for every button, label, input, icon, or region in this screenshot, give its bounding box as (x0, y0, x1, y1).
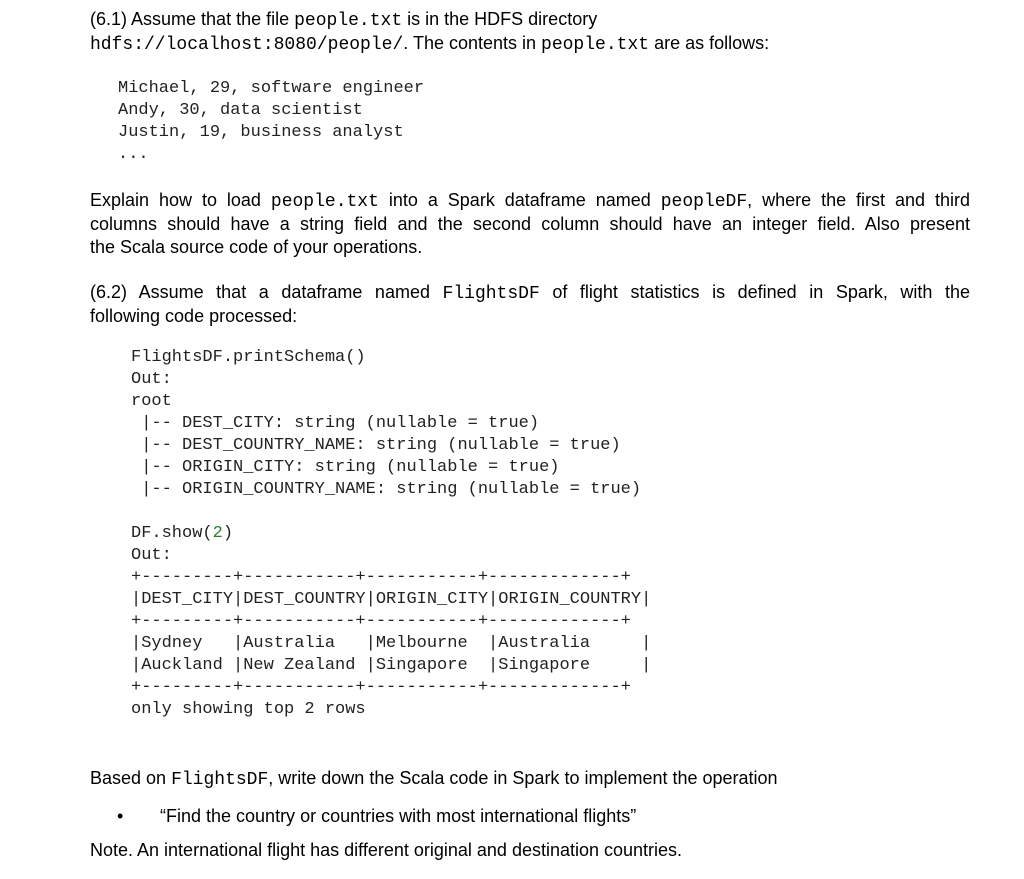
note-text: Note. An international flight has different original and destination countries. (90, 840, 683, 860)
q62-note (90, 838, 970, 862)
code-line: only showing top 2 rows (131, 700, 366, 719)
bullet-dot-icon: • (117, 806, 124, 826)
q61-explain-line2 (90, 212, 970, 236)
q61-hdfs-path: hdfs://localhost:8080/people/ (90, 35, 404, 55)
q61-file-name-2: people.txt (541, 35, 650, 55)
q61-file-name: people.txt (294, 11, 403, 31)
code-line: |-- DEST_COUNTRY_NAME: string (nullable = true) (131, 436, 621, 455)
q62-intro-part: (6.2) Assume that a dataframe named (90, 282, 443, 302)
q62-intro-part: following code processed: (90, 306, 298, 326)
code-line: Out: (131, 370, 172, 389)
based-part: , write down the Scala code in Spark to implement the operation (268, 768, 778, 788)
explain-part: columns should have a string field and the second column should have an integer field. Also present (90, 214, 970, 234)
file-line: Michael, 29, software engineer (118, 79, 425, 98)
table-header-row: |DEST_CITY|DEST_COUNTRY|ORIGIN_CITY|ORIGIN_COUNTRY| (131, 590, 652, 609)
code-line: root (131, 392, 172, 411)
q62-intro-line1 (90, 280, 970, 306)
bullet-text: “Find the country or countries with most international flights” (160, 806, 637, 826)
q62-intro-line2 (90, 304, 970, 328)
q62-bullet-text (160, 804, 960, 828)
table-border: +---------+-----------+-----------+-------------+ (131, 612, 631, 631)
file-line: Justin, 19, business analyst (118, 123, 404, 142)
q61-line1-suffix: is in the HDFS directory (402, 9, 598, 29)
q61-line2 (90, 31, 970, 57)
q61-line2-mid: . The contents in (403, 33, 542, 53)
code-line: |-- ORIGIN_CITY: string (nullable = true) (131, 458, 560, 477)
explain-file-name: people.txt (270, 192, 379, 212)
explain-part: , where the first and third (747, 190, 970, 210)
q61-line2-suffix: are as follows: (649, 33, 770, 53)
table-row: |Sydney |Australia |Melbourne |Australia | (131, 634, 652, 653)
based-df-name: FlightsDF (171, 770, 269, 790)
explain-part: Explain how to load (90, 190, 271, 210)
q61-explain-line3 (90, 235, 970, 259)
code-line: |-- ORIGIN_COUNTRY_NAME: string (nullable = true) (131, 480, 642, 499)
file-line: Andy, 30, data scientist (118, 101, 363, 120)
file-line: ... (118, 145, 149, 164)
q62-df-name: FlightsDF (442, 284, 540, 304)
explain-part: the Scala source code of your operations. (90, 237, 423, 257)
table-border: +---------+-----------+-----------+-------------+ (131, 678, 631, 697)
table-border: +---------+-----------+-----------+-------------+ (131, 568, 631, 587)
code-line: Out: (131, 546, 172, 565)
q62-intro-part: of flight statistics is defined in Spark, with the (539, 282, 970, 302)
q61-line1 (90, 7, 970, 33)
based-part: Based on (90, 768, 172, 788)
code-line: DF.show( (131, 524, 213, 543)
people-file-contents (118, 78, 424, 166)
code-line: ) (222, 524, 234, 543)
schema-code-block (131, 347, 641, 501)
show-code-block (131, 523, 651, 721)
code-line: |-- DEST_CITY: string (nullable = true) (131, 414, 540, 433)
explain-part: into a Spark dataframe named (378, 190, 661, 210)
q62-based-on (90, 766, 970, 792)
q61-explain-line1 (90, 188, 970, 214)
explain-df-name: peopleDF (660, 192, 748, 212)
q61-line1-prefix: (6.1) Assume that the file (90, 9, 295, 29)
show-row-count: 2 (212, 524, 223, 543)
table-row: |Auckland |New Zealand |Singapore |Singapore | (131, 656, 652, 675)
code-line: FlightsDF.printSchema() (131, 348, 366, 367)
